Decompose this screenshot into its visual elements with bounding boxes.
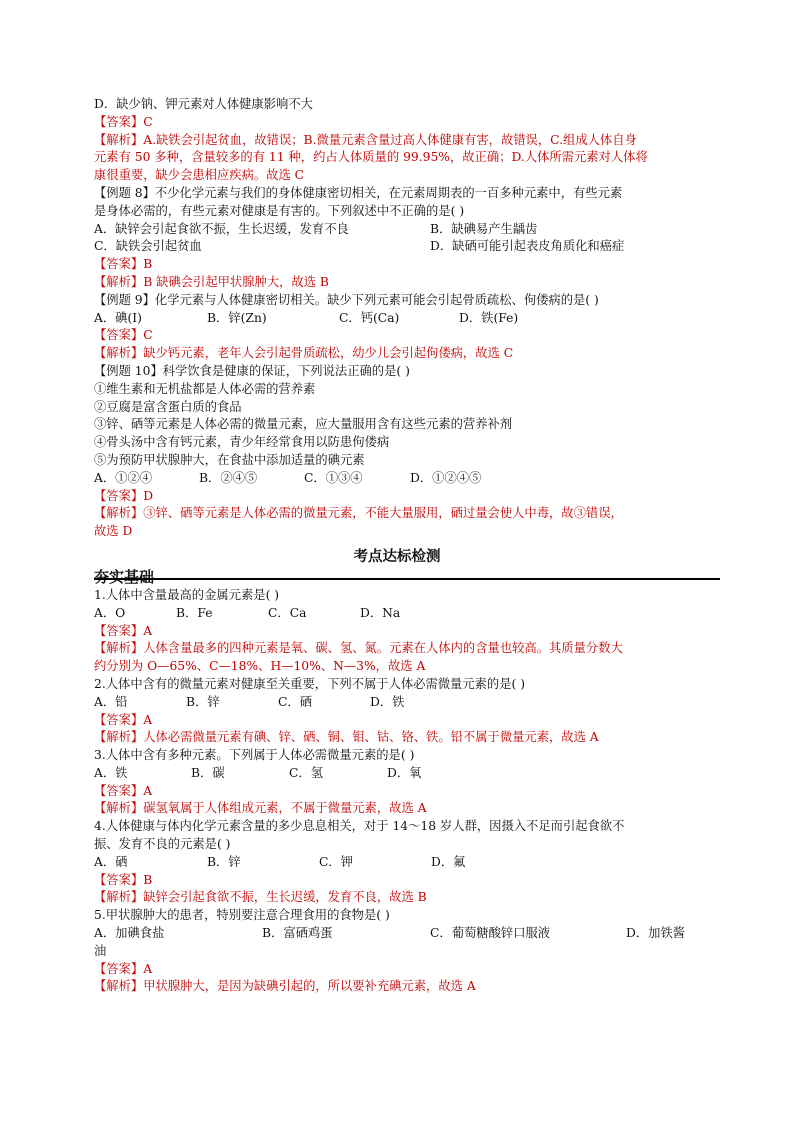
option-d: D．①②④⑤ bbox=[410, 470, 482, 485]
option-b: B．碳 bbox=[191, 765, 225, 780]
options-row bbox=[94, 854, 700, 872]
explanation-line bbox=[94, 640, 700, 658]
statement-5: ⑤为预防甲状腺肿大，在食盐中添加适量的碘元素 bbox=[94, 452, 365, 467]
answer-line bbox=[94, 488, 700, 506]
explanation-line bbox=[94, 800, 700, 818]
explanation-text: 缺锌会引起食欲不振，生长迟缓，发育不良，故选 B bbox=[143, 890, 427, 905]
explanation-text: 故选 D bbox=[94, 524, 133, 539]
option-a: A．硒 bbox=[94, 854, 128, 869]
answer-value: A bbox=[143, 783, 153, 798]
answer-tag: 【答案】 bbox=[94, 712, 144, 727]
answer-line bbox=[94, 783, 700, 801]
option-b: B．富硒鸡蛋 bbox=[262, 926, 333, 941]
subsection-title: 夯实基础 bbox=[94, 567, 155, 586]
explanation-tag: 【解析】 bbox=[94, 979, 144, 994]
answer-value: B bbox=[143, 872, 153, 887]
answer-line bbox=[94, 712, 700, 730]
question-stem: 5.甲状腺肿大的患者，特别要注意合理食用的食物是( ) bbox=[94, 908, 390, 923]
question-stem: 【例题 9】化学元素与人体健康密切相关。缺少下列元素可能会引起骨质疏松、佝偻病的是( ) bbox=[94, 292, 599, 307]
option-a: A．①②④ bbox=[94, 470, 153, 485]
option-c: C．Ca bbox=[268, 605, 307, 620]
question-stem: 2.人体中含有的微量元素对健康至关重要，下列不属于人体必需微量元素的是( ) bbox=[94, 676, 526, 691]
explanation-text: A.缺铁会引起贫血，故错误；B.微量元素含量过高人体健康有害，故错误，C.组成人体自身 bbox=[143, 132, 637, 147]
question-stem: 【例题 8】不少化学元素与我们的身体健康密切相关，在元素周期表的一百多种元素中，有些元素 bbox=[94, 185, 623, 200]
option-c: C．葡萄糖酸锌口服液 bbox=[430, 926, 551, 941]
options-row bbox=[94, 694, 700, 712]
options-row bbox=[94, 925, 700, 943]
option-a: A．缺锌会引起食欲不振，生长迟缓，发育不良 bbox=[94, 221, 349, 236]
answer-tag: 【答案】 bbox=[94, 623, 144, 638]
explanation-line bbox=[94, 978, 700, 996]
option-a: A．铁 bbox=[94, 765, 128, 780]
explanation-text: 约分别为 O—65%、C—18%、H—10%、N—3%，故选 A bbox=[94, 659, 426, 674]
explanation-text: 人体含量最多的四种元素是氧、碳、氢、氮。元素在人体内的含量也较高。其质量分数大 bbox=[143, 641, 623, 656]
option-c: C．钾 bbox=[319, 854, 354, 869]
answer-line bbox=[94, 114, 700, 132]
option-b: B．锌 bbox=[207, 854, 241, 869]
option-c: C．①③④ bbox=[304, 470, 363, 485]
explanation-tag: 【解析】 bbox=[94, 506, 144, 521]
explanation-text: 碳氢氧属于人体组成元素，不属于微量元素，故选 A bbox=[143, 801, 427, 816]
option-d: D．Na bbox=[360, 605, 401, 620]
options-row bbox=[94, 765, 700, 783]
explanation-line bbox=[94, 274, 700, 292]
option-c: C．钙(Ca) bbox=[339, 310, 400, 325]
option-d: D．铁 bbox=[370, 694, 405, 709]
option-d-continued: 油 bbox=[94, 943, 107, 958]
explanation-text: 缺少钙元素，老年人会引起骨质疏松，幼少儿会引起佝偻病，故选 C bbox=[143, 346, 514, 361]
option-d: D．氧 bbox=[387, 765, 422, 780]
answer-value: D bbox=[143, 488, 154, 503]
question-stem: 3.人体中含有多种元素。下列属于人体必需微量元素的是( ) bbox=[94, 748, 415, 763]
option-b: B．②④⑤ bbox=[199, 470, 258, 485]
explanation-text: 康很重要，缺少会患相应疾病。故选 C bbox=[94, 168, 305, 183]
answer-line bbox=[94, 623, 700, 641]
explanation-text: 甲状腺肿大，是因为缺碘引起的，所以要补充碘元素，故选 A bbox=[143, 979, 476, 994]
answer-tag: 【答案】 bbox=[94, 961, 144, 976]
option-c: C．硒 bbox=[278, 694, 313, 709]
question-stem: 是身体必需的，有些元素对健康是有害的。下列叙述中不正确的是( ) bbox=[94, 203, 465, 218]
explanation-tag: 【解析】 bbox=[94, 890, 144, 905]
statement-4: ④骨头汤中含有钙元素，青少年经常食用以防患佝偻病 bbox=[94, 435, 390, 450]
options-row bbox=[94, 310, 700, 328]
answer-value: A bbox=[143, 961, 153, 976]
subsection-header bbox=[94, 569, 700, 587]
divider bbox=[94, 578, 720, 580]
options-row bbox=[94, 238, 700, 256]
answer-value: A bbox=[143, 712, 153, 727]
explanation-line bbox=[94, 505, 700, 523]
answer-tag: 【答案】 bbox=[94, 488, 144, 503]
explanation-line bbox=[94, 729, 700, 747]
question-stem: 振、发育不良的元素是( ) bbox=[94, 837, 231, 852]
option-c: C．缺铁会引起贫血 bbox=[94, 239, 202, 254]
explanation-tag: 【解析】 bbox=[94, 346, 144, 361]
option-b: B．锌 bbox=[186, 694, 220, 709]
explanation-line bbox=[94, 132, 700, 150]
options-row bbox=[94, 221, 700, 239]
options-row bbox=[94, 470, 700, 488]
question-stem: 1.人体中含量最高的金属元素是( ) bbox=[94, 587, 280, 602]
explanation-text: 人体必需微量元素有碘、锌、硒、铜、钼、钴、铬、铁。铅不属于微量元素，故选 A bbox=[143, 730, 599, 745]
option-b: B．Fe bbox=[176, 605, 213, 620]
option-b: B．锌(Zn) bbox=[207, 310, 267, 325]
option-a: A．碘(I) bbox=[94, 310, 142, 325]
question-stem: 【例题 10】科学饮食是健康的保证，下列说法正确的是( ) bbox=[94, 363, 410, 378]
answer-line bbox=[94, 961, 700, 979]
explanation-line bbox=[94, 889, 700, 907]
explanation-tag: 【解析】 bbox=[94, 132, 144, 147]
answer-value: B bbox=[143, 257, 153, 272]
answer-tag: 【答案】 bbox=[94, 783, 144, 798]
explanation-text: ③锌、硒等元素是人体必需的微量元素，不能大量服用，硒过量会使人中毒，故③错误， bbox=[143, 506, 623, 521]
question-stem: 4.人体健康与体内化学元素含量的多少息息相关，对于 14～18 岁人群，因摄入不足而引起食欲不 bbox=[94, 819, 625, 834]
option-d: D．加铁酱 bbox=[626, 926, 686, 941]
option-d: D．缺少钠、钾元素对人体健康影响不大 bbox=[94, 97, 313, 111]
option-a: A．加碘食盐 bbox=[94, 926, 165, 941]
explanation-tag: 【解析】 bbox=[94, 274, 144, 289]
answer-tag: 【答案】 bbox=[94, 328, 144, 343]
explanation-line bbox=[94, 345, 700, 363]
section-heading: 考点达标检测 bbox=[353, 547, 441, 565]
document-page bbox=[94, 96, 700, 996]
answer-value: C bbox=[143, 114, 153, 129]
answer-line bbox=[94, 327, 700, 345]
explanation-tag: 【解析】 bbox=[94, 801, 144, 816]
statement-1: ①维生素和无机盐都是人体必需的营养素 bbox=[94, 381, 316, 396]
answer-tag: 【答案】 bbox=[94, 114, 144, 129]
option-b: B．缺碘易产生龋齿 bbox=[430, 221, 538, 236]
answer-value: C bbox=[143, 328, 153, 343]
answer-value: A bbox=[143, 623, 153, 638]
explanation-text: 元素有 50 多种，含量较多的有 11 种，约占人体质量的 99.95%，故正确；D.人体所需元素对人体将 bbox=[94, 150, 648, 165]
answer-line bbox=[94, 256, 700, 274]
explanation-tag: 【解析】 bbox=[94, 641, 144, 656]
answer-line bbox=[94, 872, 700, 890]
option-d: D．缺硒可能引起表皮角质化和癌症 bbox=[430, 239, 625, 254]
option-a: A．铅 bbox=[94, 694, 128, 709]
option-d: D．铁(Fe) bbox=[459, 310, 519, 325]
answer-tag: 【答案】 bbox=[94, 872, 144, 887]
explanation-tag: 【解析】 bbox=[94, 730, 144, 745]
statement-3: ③锌、硒等元素是人体必需的微量元素，应大量服用含有这些元素的营养补剂 bbox=[94, 417, 513, 432]
statement-2: ②豆腐是富含蛋白质的食品 bbox=[94, 399, 242, 414]
option-c: C．氢 bbox=[289, 765, 324, 780]
option-a: A．O bbox=[94, 605, 126, 620]
explanation-text: B 缺碘会引起甲状腺肿大，故选 B bbox=[143, 274, 329, 289]
option-d: D．氟 bbox=[431, 854, 466, 869]
options-row bbox=[94, 605, 700, 623]
answer-tag: 【答案】 bbox=[94, 257, 144, 272]
